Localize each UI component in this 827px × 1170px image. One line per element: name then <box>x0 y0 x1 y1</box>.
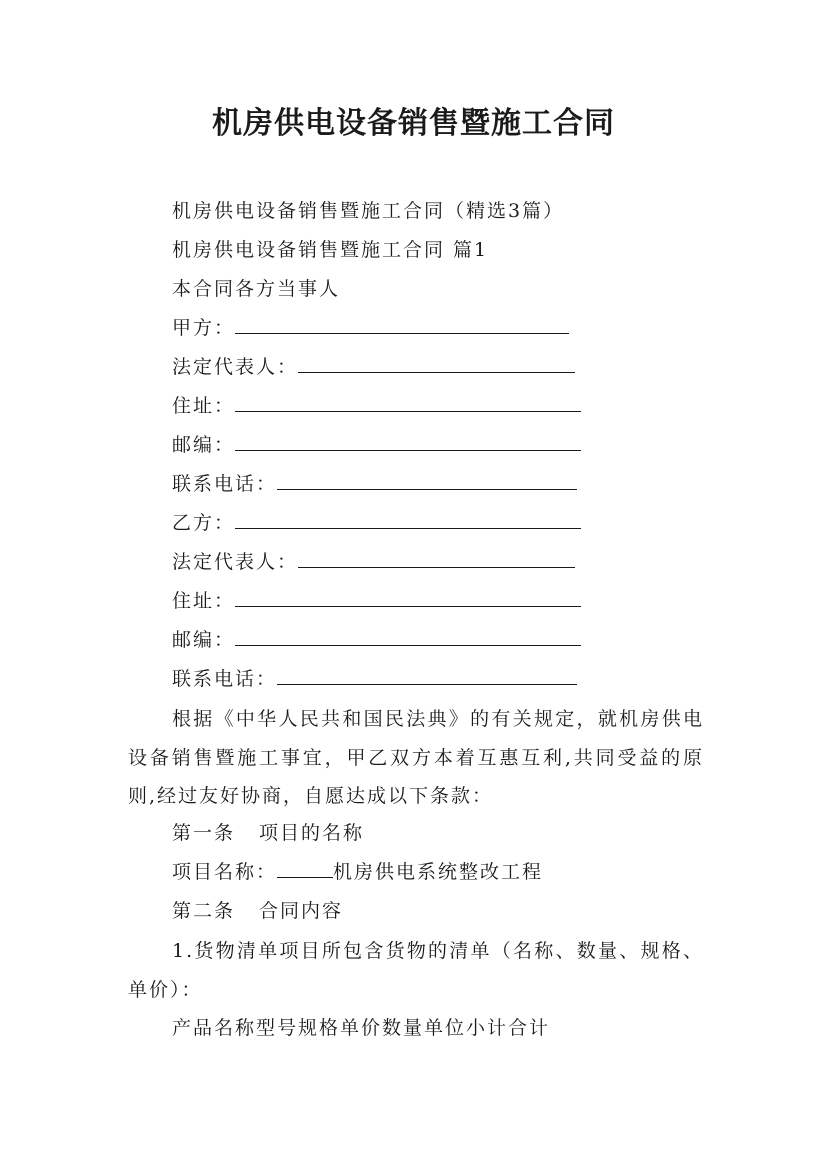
part-heading: 机房供电设备销售暨施工合同 篇1 <box>172 239 489 261</box>
party-a-address-blank[interactable] <box>235 393 581 412</box>
party-a-rep-blank[interactable] <box>298 354 575 373</box>
party-b-name-blank[interactable] <box>235 510 581 529</box>
party-a-postcode-label: 邮编： <box>172 434 236 456</box>
party-b-phone-blank[interactable] <box>277 666 577 685</box>
document-subtitle: 机房供电设备销售暨施工合同（精选3篇） <box>172 200 565 222</box>
party-b-address-label: 住址： <box>172 590 236 612</box>
project-name-label: 项目名称： <box>172 861 278 883</box>
preamble-paragraph: 根据《中华人民共和国民法典》的有关规定，就机房供电设备销售暨施工事宜，甲乙双方本着互惠互利,共同受益的原则,经过友好协商，自愿达成以下条款： <box>128 708 704 807</box>
party-b-name-label: 乙方： <box>172 512 236 534</box>
party-b-address-row <box>172 588 581 614</box>
article-1-number: 第一条 <box>172 822 236 844</box>
goods-list-paragraph: 1.货物清单项目所包含货物的清单（名称、数量、规格、单价）： <box>128 940 704 1001</box>
article-2-heading <box>172 898 343 924</box>
party-a-phone-blank[interactable] <box>277 471 577 490</box>
goods-table-header: 产品名称型号规格单价数量单位小计合计 <box>172 1017 551 1039</box>
party-b-postcode-row <box>172 627 581 653</box>
party-a-name-blank[interactable] <box>235 315 569 334</box>
party-b-phone-row <box>172 666 577 692</box>
party-b-address-blank[interactable] <box>235 588 581 607</box>
party-a-postcode-blank[interactable] <box>235 432 581 451</box>
party-a-name-label: 甲方： <box>172 317 236 339</box>
article-1-heading <box>172 820 364 846</box>
project-name-row <box>172 859 543 885</box>
party-b-name-row <box>172 510 581 536</box>
party-a-phone-row <box>172 471 577 497</box>
project-name-value: 机房供电系统整改工程 <box>333 861 544 883</box>
party-b-rep-row <box>172 549 575 575</box>
article-2-title: 合同内容 <box>259 900 344 922</box>
party-a-address-label: 住址： <box>172 395 236 417</box>
party-a-address-row <box>172 393 581 419</box>
document-title: 机房供电设备销售暨施工合同 <box>212 106 615 141</box>
party-a-rep-row <box>172 354 575 380</box>
article-2-number: 第二条 <box>172 900 236 922</box>
article-1-title: 项目的名称 <box>259 822 365 844</box>
party-b-rep-blank[interactable] <box>298 549 575 568</box>
parties-heading: 本合同各方当事人 <box>172 278 341 300</box>
party-a-name-row <box>172 315 569 341</box>
party-a-rep-label: 法定代表人： <box>172 356 299 378</box>
party-b-phone-label: 联系电话： <box>172 668 278 690</box>
party-b-rep-label: 法定代表人： <box>172 551 299 573</box>
party-a-phone-label: 联系电话： <box>172 473 278 495</box>
party-b-postcode-blank[interactable] <box>235 627 581 646</box>
party-a-postcode-row <box>172 432 581 458</box>
project-name-blank <box>277 859 333 878</box>
party-b-postcode-label: 邮编： <box>172 629 236 651</box>
